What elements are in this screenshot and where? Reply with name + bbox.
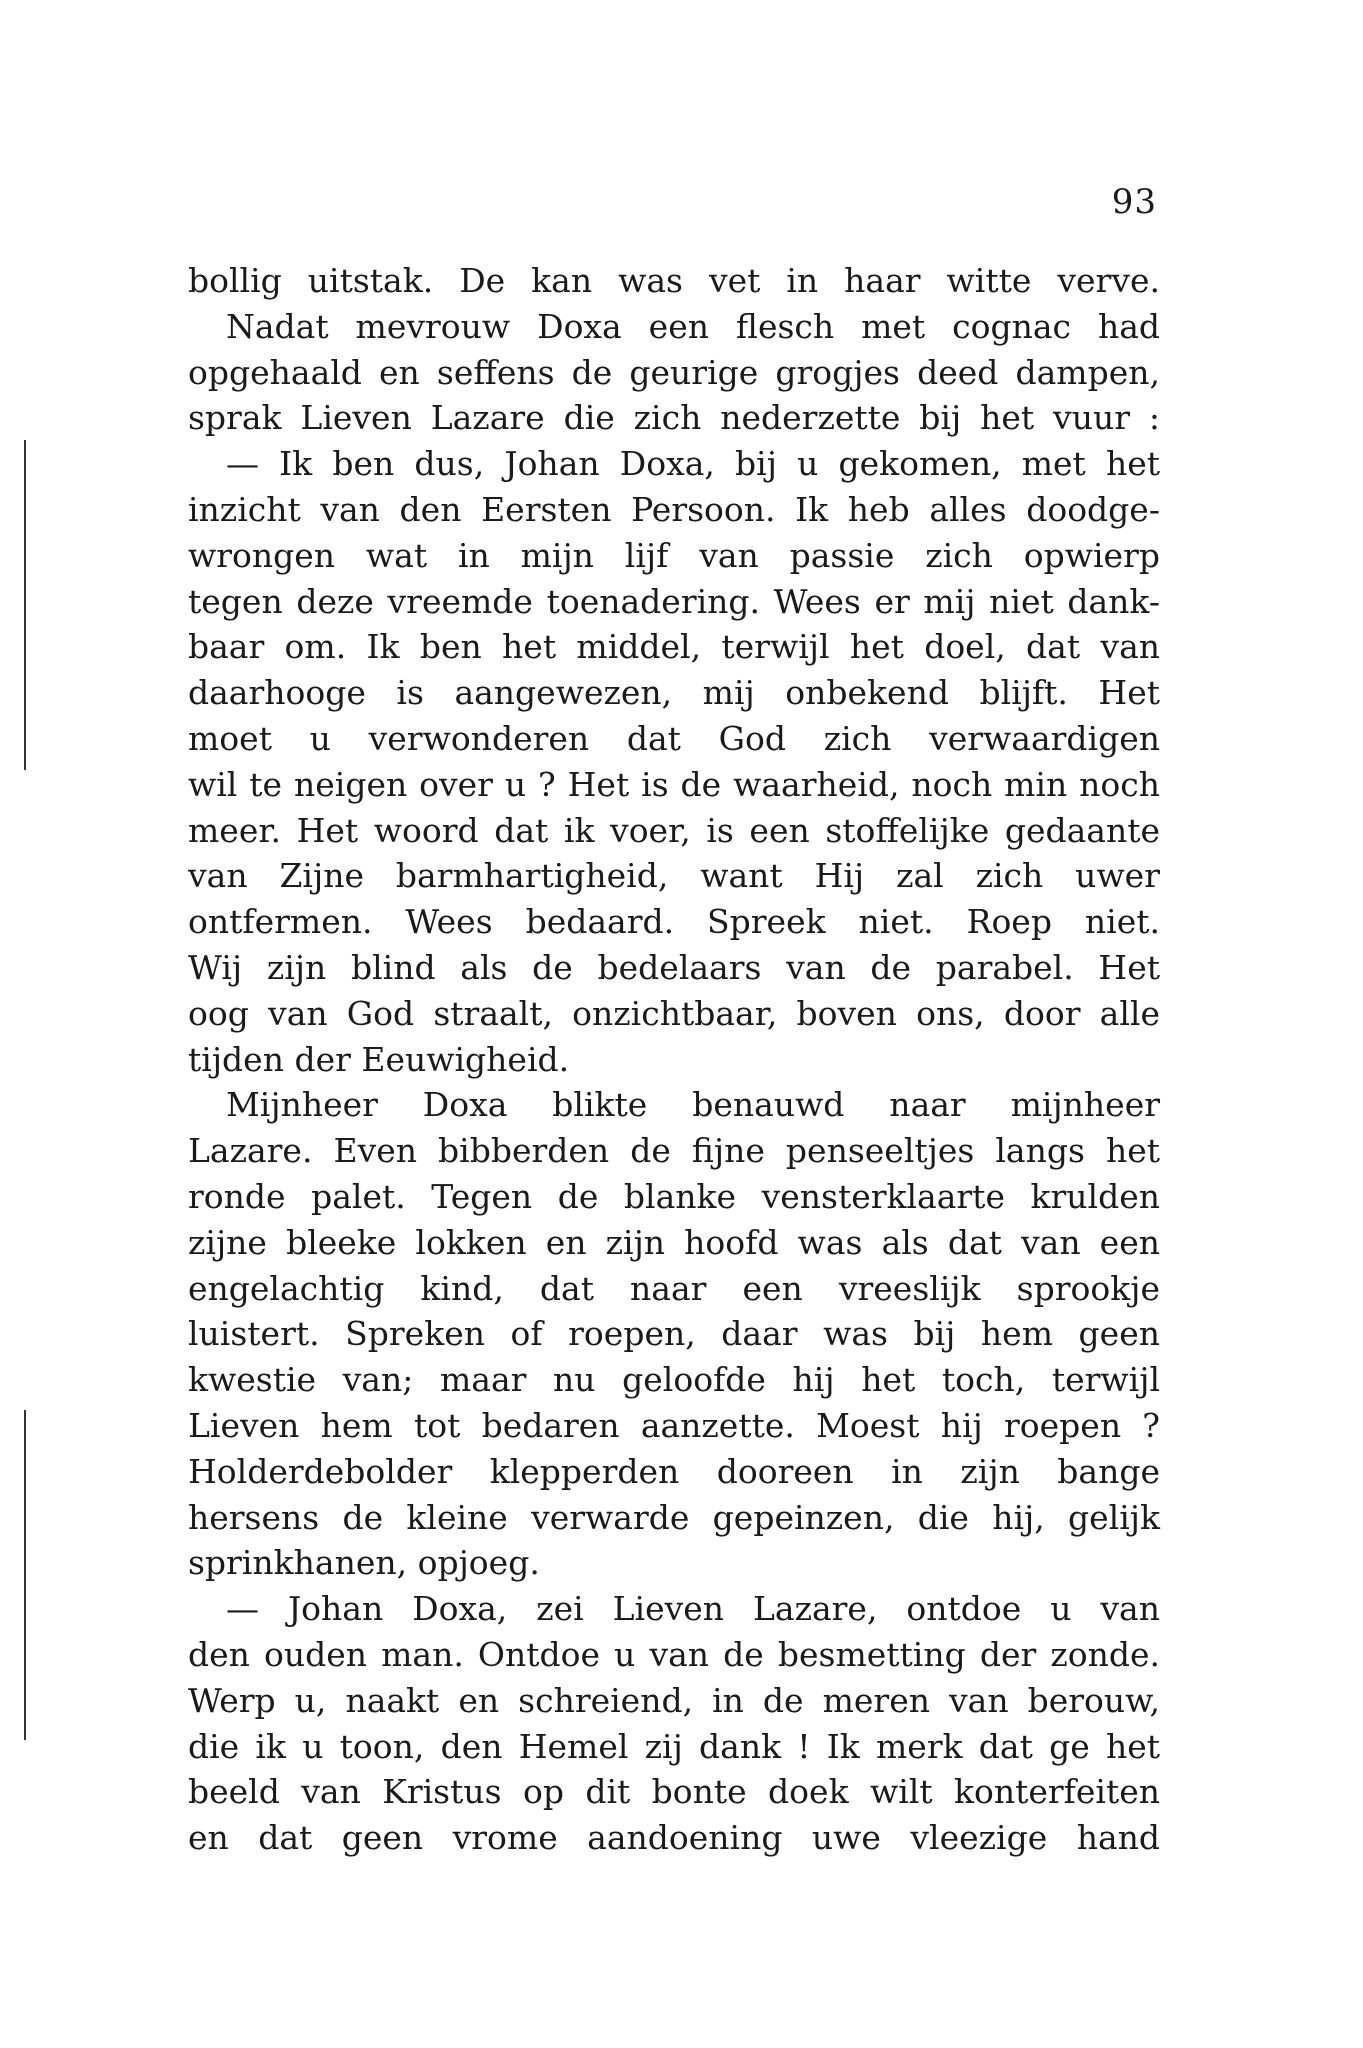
text-line: — Johan Doxa, zei Lieven Lazare, ontdoe u van xyxy=(226,1589,1160,1629)
text-line: wil te neigen over u ? Het is de waarheid, noch min noch xyxy=(188,764,1160,804)
text-line: moet u verwonderen dat God zich verwaardigen xyxy=(188,718,1160,758)
text-line: beeld van Kristus op dit bonte doek wilt konterfeiten xyxy=(188,1772,1160,1812)
text-line: opgehaald en seffens de geurige grogjes deed dampen, xyxy=(188,352,1160,392)
text-line: hersens de kleine verwarde gepeinzen, die hij, gelijk xyxy=(188,1497,1160,1537)
text-line: van Zijne barmhartigheid, want Hij zal zich uwer xyxy=(188,856,1160,896)
text-line: Lieven hem tot bedaren aanzette. Moest hij roepen ? xyxy=(188,1405,1160,1445)
text-line: ronde palet. Tegen de blanke vensterklaarte krulden xyxy=(188,1176,1160,1216)
text-line: zijne bleeke lokken en zijn hoofd was als dat van een xyxy=(188,1222,1160,1262)
text-line: die ik u toon, den Hemel zij dank ! Ik merk dat ge het xyxy=(188,1726,1160,1766)
text-line: Wij zijn blind als de bedelaars van de parabel. Het xyxy=(188,947,1160,987)
text-line: — Ik ben dus, Johan Doxa, bij u gekomen, met het xyxy=(226,444,1160,484)
text-line: baar om. Ik ben het middel, terwijl het doel, dat van xyxy=(188,627,1160,667)
body-text xyxy=(188,258,1160,1861)
text-line: bollig uitstak. De kan was vet in haar witte verve. xyxy=(188,261,1160,300)
text-line: Lazare. Even bibberden de fijne penseeltjes langs het xyxy=(188,1131,1160,1171)
text-line: Mijnheer Doxa blikte benauwd naar mijnheer xyxy=(226,1085,1160,1125)
text-line: den ouden man. Ontdoe u van de besmetting der zonde. xyxy=(188,1634,1160,1674)
text-line: daarhooge is aangewezen, mij onbekend blijft. Het xyxy=(188,673,1160,713)
text-line: wrongen wat in mijn lijf van passie zich opwierp xyxy=(188,535,1160,575)
text-line: engelachtig kind, dat naar een vreeslijk sprookje xyxy=(188,1268,1160,1308)
text-line: Nadat mevrouw Doxa een flesch met cognac had xyxy=(226,306,1160,346)
margin-binding-mark xyxy=(24,440,26,770)
text-line: oog van God straalt, onzichtbaar, boven ons, door alle xyxy=(188,993,1160,1033)
text-line: en dat geen vrome aandoening uwe vleezige hand xyxy=(188,1818,1160,1858)
text-line: sprinkhanen, opjoeg. xyxy=(188,1543,540,1583)
text-line: tegen deze vreemde toenadering. Wees er mij niet dank- xyxy=(188,581,1160,621)
text-line: meer. Het woord dat ik voer, is een stoffelijke gedaante xyxy=(188,810,1160,850)
text-line: tijden der Eeuwigheid. xyxy=(188,1039,570,1079)
page-number: 93 xyxy=(1111,182,1157,222)
text-line: sprak Lieven Lazare die zich nederzette bij het vuur : xyxy=(188,398,1160,438)
text-line: ontfermen. Wees bedaard. Spreek niet. Roep niet. xyxy=(188,902,1160,942)
text-line: luistert. Spreken of roepen, daar was bij hem geen xyxy=(188,1314,1160,1354)
margin-binding-mark xyxy=(24,1410,26,1740)
text-line: Werp u, naakt en schreiend, in de meren van berouw, xyxy=(188,1680,1160,1720)
text-line: inzicht van den Eersten Persoon. Ik heb alles doodge- xyxy=(188,489,1160,529)
text-line: Holderdebolder klepperden dooreen in zijn bange xyxy=(188,1451,1160,1491)
text-line: kwestie van; maar nu geloofde hij het toch, terwijl xyxy=(188,1360,1160,1400)
